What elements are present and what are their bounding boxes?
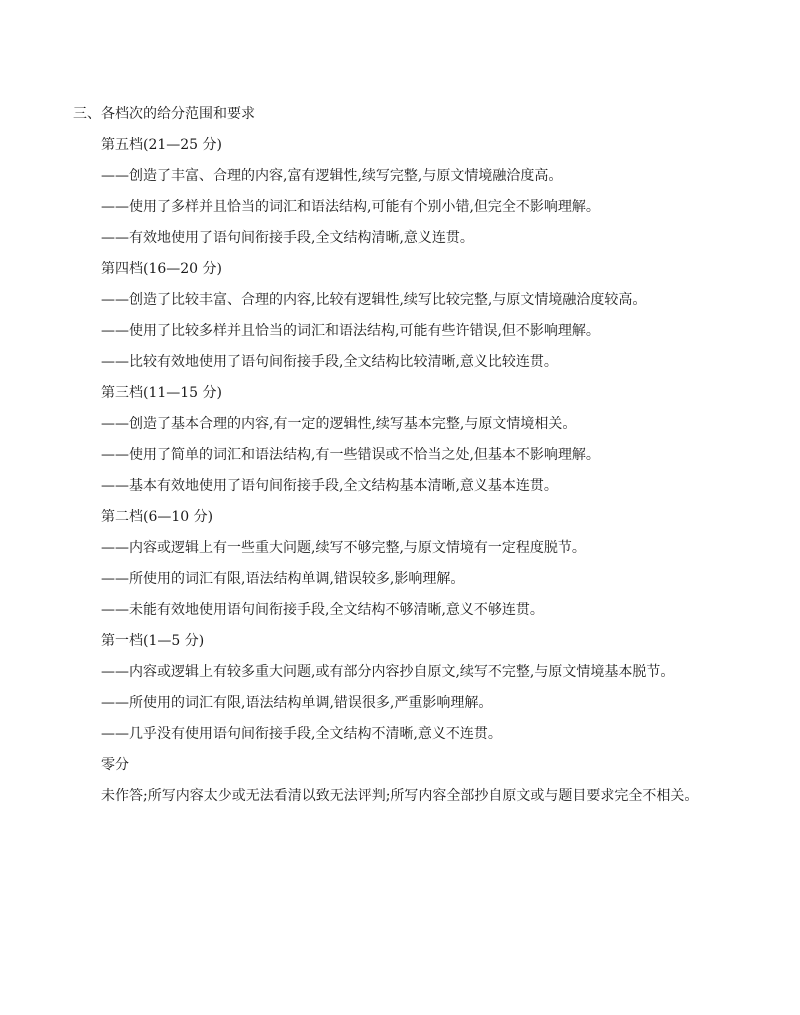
level-title: 第三档(11—15 分): [101, 385, 223, 401]
zero-score-title: 零分: [101, 757, 129, 773]
level-title: 第一档(1—5 分): [101, 633, 205, 649]
scoring-criteria: [101, 135, 781, 817]
level-title: 第五档(21—25 分): [101, 137, 223, 153]
zero-score-text: 未作答;所写内容太少或无法看清以致无法评判;所写内容全部抄自原文或与题目要求完全不相关。: [101, 788, 699, 804]
criterion-item: ——创造了丰富、合理的内容,富有逻辑性,续写完整,与原文情境融洽度高。: [101, 168, 563, 184]
section-heading: 三、各档次的给分范围和要求: [73, 106, 255, 122]
criterion-item: ——创造了基本合理的内容,有一定的逻辑性,续写基本完整,与原文情境相关。: [101, 416, 577, 432]
criterion-item: ——基本有效地使用了语句间衔接手段,全文结构基本清晰,意义基本连贯。: [101, 478, 558, 494]
level-title: 第四档(16—20 分): [101, 261, 223, 277]
criterion-item: ——有效地使用了语句间衔接手段,全文结构清晰,意义连贯。: [101, 230, 474, 246]
criterion-item: ——内容或逻辑上有一些重大问题,续写不够完整,与原文情境有一定程度脱节。: [101, 540, 586, 556]
criterion-item: ——未能有效地使用语句间衔接手段,全文结构不够清晰,意义不够连贯。: [101, 602, 544, 618]
criterion-item: ——比较有效地使用了语句间衔接手段,全文结构比较清晰,意义比较连贯。: [101, 354, 558, 370]
criterion-item: ——几乎没有使用语句间衔接手段,全文结构不清晰,意义不连贯。: [101, 726, 502, 742]
criterion-item: ——内容或逻辑上有较多重大问题,或有部分内容抄自原文,续写不完整,与原文情境基本脱节。: [101, 664, 675, 680]
criterion-item: ——使用了比较多样并且恰当的词汇和语法结构,可能有些许错误,但不影响理解。: [101, 323, 600, 339]
criterion-item: ——使用了简单的词汇和语法结构,有一些错误或不恰当之处,但基本不影响理解。: [101, 447, 600, 463]
criterion-item: ——所使用的词汇有限,语法结构单调,错误较多,影响理解。: [101, 571, 465, 587]
criterion-item: ——使用了多样并且恰当的词汇和语法结构,可能有个别小错,但完全不影响理解。: [101, 199, 600, 215]
criterion-item: ——创造了比较丰富、合理的内容,比较有逻辑性,续写比较完整,与原文情境融洽度较高。: [101, 292, 647, 308]
level-title: 第二档(6—10 分): [101, 509, 214, 525]
criterion-item: ——所使用的词汇有限,语法结构单调,错误很多,严重影响理解。: [101, 695, 493, 711]
